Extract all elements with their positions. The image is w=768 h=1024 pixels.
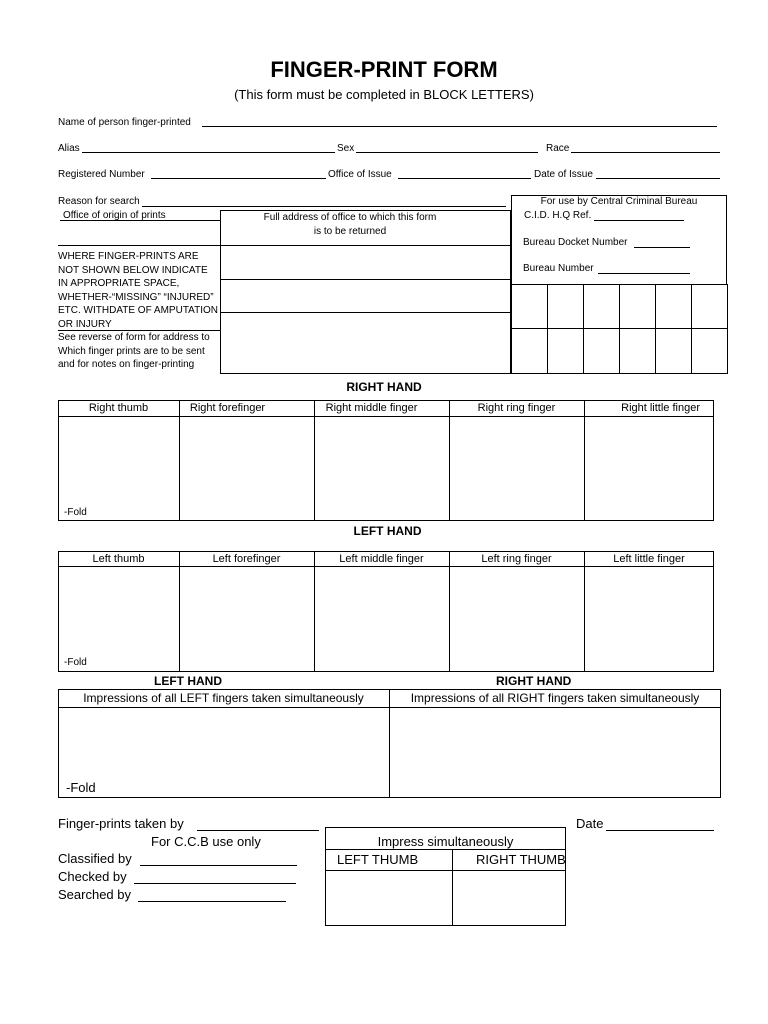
- right-thumb-header: Right thumb: [88, 402, 149, 414]
- fold-mark: -Fold: [64, 657, 87, 668]
- column-divider: [314, 400, 315, 521]
- docket-field[interactable]: [634, 247, 690, 248]
- reason-label: Reason for search: [58, 196, 140, 207]
- column-divider: [389, 689, 390, 798]
- left-little-finger-header: Left little finger: [613, 553, 685, 565]
- checked-by-label: Checked by: [58, 869, 127, 884]
- right-thumb-label: RIGHT THUMB: [476, 852, 566, 867]
- left-thumb-label: LEFT THUMB: [337, 852, 419, 867]
- simultaneous-left-heading: LEFT HAND: [154, 674, 222, 688]
- left-hand-heading: LEFT HAND: [353, 524, 422, 538]
- office-of-issue-label: Office of Issue: [328, 169, 392, 180]
- column-divider: [179, 551, 180, 672]
- impress-divider: [325, 849, 566, 850]
- right-middle-finger-header: Right middle finger: [325, 402, 418, 414]
- right-ring-finger-header: Right ring finger: [477, 402, 556, 414]
- reverse-note: See reverse of form for address to Which finger prints are to be sent and for notes on finger-printing: [58, 332, 210, 370]
- right-hand-heading: RIGHT HAND: [346, 380, 422, 394]
- bureau-number-label: Bureau Number: [523, 263, 594, 274]
- registered-number-field[interactable]: [151, 178, 326, 179]
- right-little-finger-label: Right little finger: [621, 402, 700, 414]
- column-divider: [179, 400, 180, 521]
- office-origin-label: Office of origin of prints: [63, 210, 166, 221]
- sex-field[interactable]: [356, 152, 538, 153]
- grid-divider: [583, 284, 584, 374]
- column-divider: [584, 551, 585, 672]
- date-field[interactable]: [606, 830, 714, 831]
- grid-divider: [691, 284, 692, 374]
- address-line-1[interactable]: [220, 245, 511, 246]
- taken-by-field[interactable]: [197, 830, 319, 831]
- registered-number-label: Registered Number: [58, 169, 145, 180]
- left-middle-finger-header: Left middle finger: [339, 553, 424, 565]
- name-label: Name of person finger-printed: [58, 117, 191, 128]
- bureau-number-field[interactable]: [598, 273, 690, 274]
- classified-by-label: Classified by: [58, 851, 132, 866]
- ccb-use-label: For C.C.B use only: [151, 834, 261, 849]
- right-simultaneous-header: Impressions of all RIGHT fingers taken simultaneously: [410, 691, 700, 705]
- date-of-issue-label: Date of Issue: [534, 169, 593, 180]
- alias-label: Alias: [58, 143, 80, 154]
- checked-by-field[interactable]: [134, 883, 296, 884]
- name-field[interactable]: [202, 126, 717, 127]
- column-divider: [584, 400, 585, 521]
- grid-divider: [655, 284, 656, 374]
- address-line-2[interactable]: [220, 279, 511, 280]
- form-subtitle: (This form must be completed in BLOCK LETTERS): [234, 87, 534, 102]
- missing-instructions: WHERE FINGER-PRINTS ARE NOT SHOWN BELOW INDICATE IN APPROPRIATE SPACE, WHETHER-“MISSING” “INJURED” ETC. WITHDATE OF AMPUTATION OR INJURY: [58, 251, 218, 330]
- alias-field[interactable]: [82, 152, 335, 153]
- reason-field[interactable]: [142, 206, 506, 207]
- left-thumb-header: Left thumb: [92, 553, 145, 565]
- taken-by-label: Finger-prints taken by: [58, 816, 184, 831]
- race-label: Race: [546, 143, 570, 154]
- cid-ref-field[interactable]: [594, 220, 684, 221]
- column-divider: [314, 551, 315, 672]
- impress-heading: Impress simultaneously: [377, 834, 514, 849]
- office-origin-underline: [60, 220, 220, 221]
- searched-by-field[interactable]: [138, 901, 286, 902]
- classified-by-field[interactable]: [140, 865, 297, 866]
- right-hand-header-divider: [58, 416, 714, 417]
- left-forefinger-header: Left forefinger: [212, 553, 281, 565]
- right-little-finger-header: [584, 402, 714, 414]
- left-hand-table: [58, 551, 714, 672]
- ccb-heading: For use by Central Criminal Bureau: [540, 196, 698, 207]
- date-label: Date: [576, 816, 604, 831]
- return-address-label: Full address of office to which this form is to be returned: [263, 212, 437, 237]
- date-of-issue-field[interactable]: [596, 178, 720, 179]
- column-divider: [449, 551, 450, 672]
- right-forefinger-header: Right forefinger: [189, 402, 266, 414]
- address-line-3[interactable]: [220, 312, 511, 313]
- cid-ref-label: C.I.D. H.Q Ref.: [524, 210, 592, 221]
- office-of-issue-field[interactable]: [398, 178, 531, 179]
- docket-label: Bureau Docket Number: [523, 237, 628, 248]
- impress-column-divider: [452, 849, 453, 926]
- simultaneous-right-heading: RIGHT HAND: [496, 674, 572, 688]
- form-title: FINGER-PRINT FORM: [270, 57, 498, 82]
- race-field[interactable]: [571, 152, 720, 153]
- fold-mark: -Fold: [66, 780, 96, 795]
- fold-mark: -Fold: [64, 507, 87, 518]
- searched-by-label: Searched by: [58, 887, 131, 902]
- left-hand-header-divider: [58, 566, 714, 567]
- left-ring-finger-header: Left ring finger: [481, 553, 552, 565]
- right-hand-table: [58, 400, 714, 521]
- sex-label: Sex: [337, 143, 355, 154]
- grid-divider: [547, 284, 548, 374]
- grid-divider: [619, 284, 620, 374]
- impress-divider: [325, 870, 566, 871]
- column-divider: [449, 400, 450, 521]
- office-origin-field[interactable]: [58, 245, 220, 246]
- left-simultaneous-header: Impressions of all LEFT fingers taken simultaneously: [83, 691, 364, 705]
